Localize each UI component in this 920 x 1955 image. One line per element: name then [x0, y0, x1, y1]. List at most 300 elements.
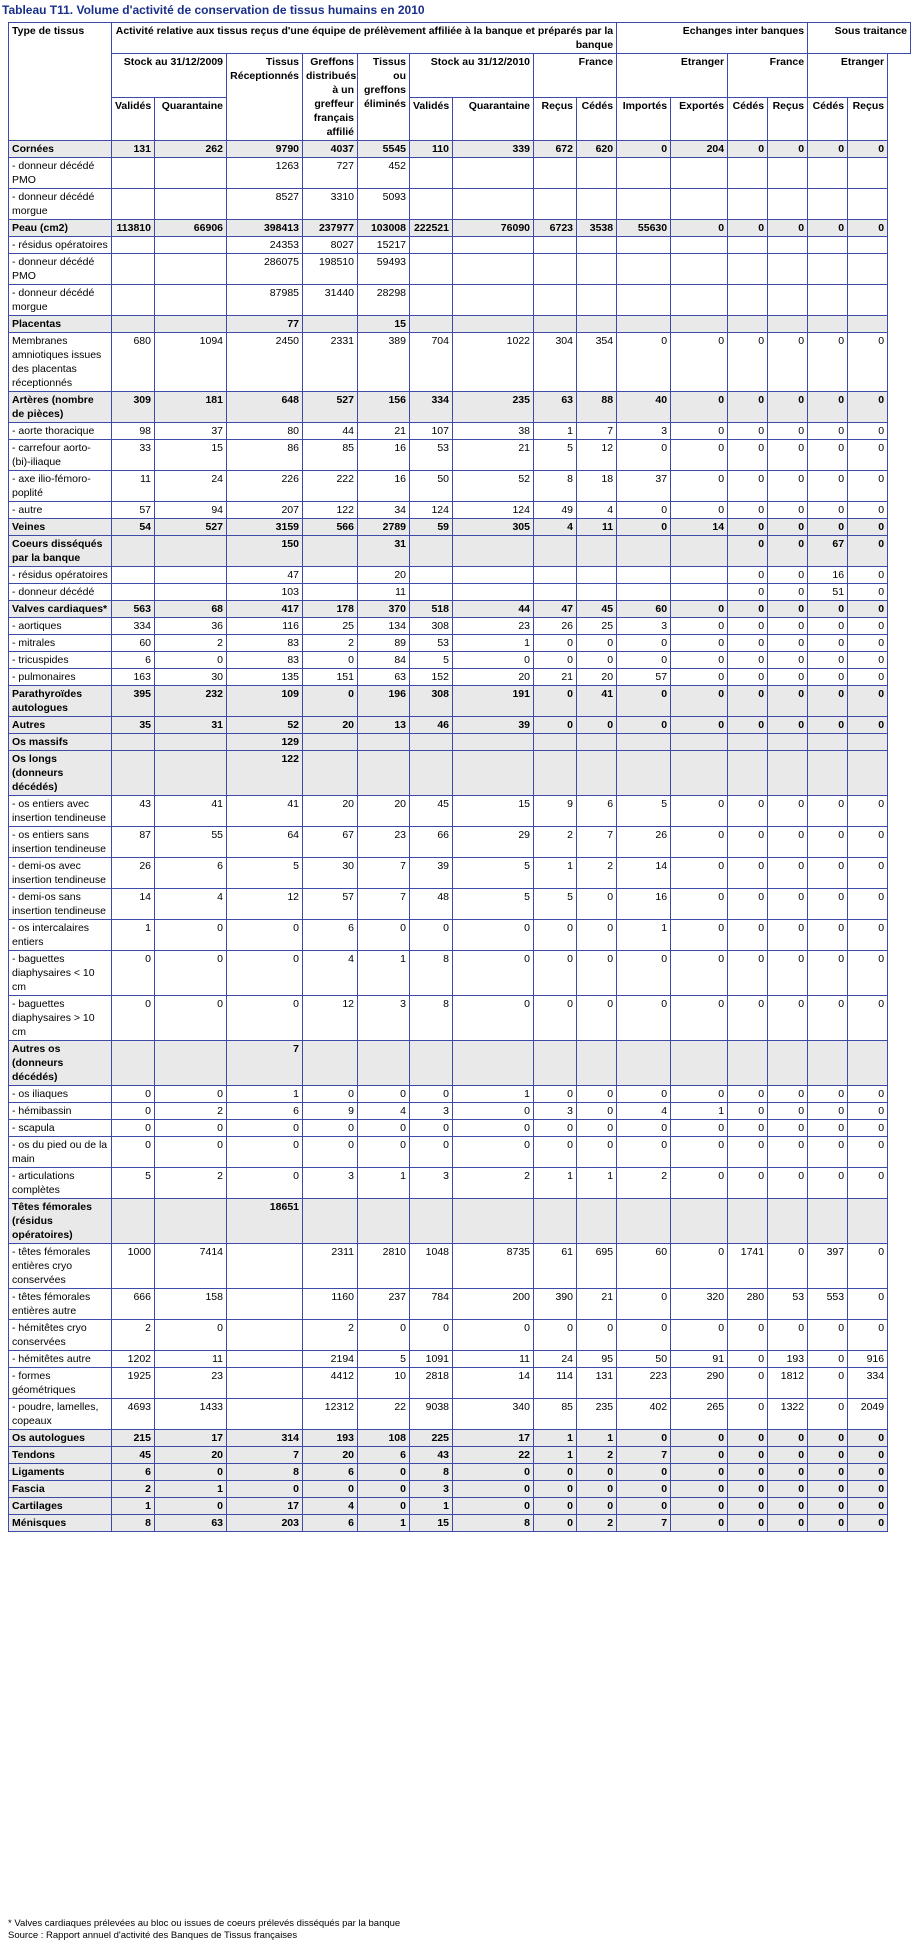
- table-cell: 0: [728, 1351, 768, 1368]
- footnote: * Valves cardiaques prélevées au bloc ou issues de coeurs prélevés disséqués par la banque: [8, 1918, 401, 1929]
- subheader-cell: Importés: [617, 97, 671, 141]
- table-cell: 0: [848, 858, 888, 889]
- table-cell: [534, 734, 577, 751]
- table-row: [9, 1168, 911, 1199]
- table-cell: 0: [808, 827, 848, 858]
- table-cell: 39: [453, 717, 534, 734]
- table-cell: 2450: [227, 333, 303, 392]
- header-row-2: [9, 54, 911, 98]
- table-cell: 0: [848, 1430, 888, 1447]
- table-cell: 0: [358, 1464, 410, 1481]
- table-cell: 0: [534, 635, 577, 652]
- table-cell: 0: [671, 858, 728, 889]
- table-cell: 235: [453, 392, 534, 423]
- table-cell: 0: [848, 796, 888, 827]
- table-cell: 3: [617, 423, 671, 440]
- table-cell: 2331: [303, 333, 358, 392]
- row-label: - demi-os sans insertion tendineuse: [9, 889, 112, 920]
- table-cell: 87985: [227, 285, 303, 316]
- table-cell: 7: [577, 827, 617, 858]
- table-cell: [358, 1041, 410, 1086]
- table-cell: 0: [671, 1168, 728, 1199]
- table-cell: 63: [534, 392, 577, 423]
- table-cell: 3: [534, 1103, 577, 1120]
- row-label: Tendons: [9, 1447, 112, 1464]
- table-cell: 0: [848, 1515, 888, 1532]
- table-cell: 0: [768, 1137, 808, 1168]
- table-cell: 0: [848, 584, 888, 601]
- table-cell: 55: [155, 827, 227, 858]
- table-cell: 4693: [112, 1399, 155, 1430]
- table-cell: 0: [808, 652, 848, 669]
- table-cell: 5: [534, 889, 577, 920]
- table-cell: [453, 584, 534, 601]
- table-cell: 0: [303, 1120, 358, 1137]
- table-cell: 54: [112, 519, 155, 536]
- table-cell: [768, 237, 808, 254]
- table-cell: 0: [728, 652, 768, 669]
- table-cell: 0: [577, 1120, 617, 1137]
- table-cell: 124: [453, 502, 534, 519]
- table-cell: 8: [534, 471, 577, 502]
- table-cell: 0: [617, 502, 671, 519]
- table-cell: 20: [453, 669, 534, 686]
- table-row: [9, 567, 911, 584]
- table-cell: 0: [808, 951, 848, 996]
- table-cell: 0: [534, 1515, 577, 1532]
- table-cell: 1: [410, 1498, 453, 1515]
- table-cell: 4: [155, 889, 227, 920]
- table-cell: 0: [671, 502, 728, 519]
- table-cell: 8: [410, 996, 453, 1041]
- table-cell: [453, 751, 534, 796]
- table-cell: 0: [617, 1086, 671, 1103]
- table-cell: [534, 285, 577, 316]
- table-cell: [453, 237, 534, 254]
- table-cell: 11: [358, 584, 410, 601]
- table-cell: [155, 734, 227, 751]
- table-cell: [728, 285, 768, 316]
- table-cell: 452: [358, 158, 410, 189]
- table-cell: 15: [358, 316, 410, 333]
- table-cell: 308: [410, 618, 453, 635]
- table-cell: 390: [534, 1289, 577, 1320]
- table-cell: 23: [453, 618, 534, 635]
- table-cell: 0: [768, 519, 808, 536]
- table-cell: 7: [577, 423, 617, 440]
- table-cell: 0: [534, 996, 577, 1041]
- header-echanges-etranger: Etranger: [617, 54, 728, 98]
- table-cell: 0: [155, 996, 227, 1041]
- table-cell: 0: [728, 1137, 768, 1168]
- table-cell: [728, 1199, 768, 1244]
- table-cell: [808, 1199, 848, 1244]
- table-cell: 0: [671, 1447, 728, 1464]
- table-cell: 114: [534, 1368, 577, 1399]
- table-cell: [617, 734, 671, 751]
- table-cell: 29: [453, 827, 534, 858]
- table-cell: 4412: [303, 1368, 358, 1399]
- table-cell: 0: [227, 951, 303, 996]
- table-cell: 0: [808, 141, 848, 158]
- table-row: [9, 333, 911, 392]
- table-cell: 0: [768, 1515, 808, 1532]
- table-cell: 0: [671, 652, 728, 669]
- category-row: [9, 751, 911, 796]
- table-cell: 0: [848, 1120, 888, 1137]
- table-cell: 314: [227, 1430, 303, 1447]
- table-cell: 0: [534, 1137, 577, 1168]
- table-cell: 0: [728, 1086, 768, 1103]
- table-cell: 0: [728, 686, 768, 717]
- table-cell: 0: [768, 827, 808, 858]
- header-stock-2009: Stock au 31/12/2009: [112, 54, 227, 98]
- row-label: - donneur décédé: [9, 584, 112, 601]
- table-cell: 0: [728, 584, 768, 601]
- table-cell: 0: [728, 1320, 768, 1351]
- table-cell: 8: [410, 951, 453, 996]
- table-cell: 334: [410, 392, 453, 423]
- row-label: - têtes fémorales entières autre: [9, 1289, 112, 1320]
- table-cell: 17: [155, 1430, 227, 1447]
- table-cell: 0: [671, 889, 728, 920]
- table-row: [9, 285, 911, 316]
- table-cell: 0: [808, 392, 848, 423]
- table-row: [9, 1137, 911, 1168]
- table-cell: 0: [617, 333, 671, 392]
- table-cell: 38: [453, 423, 534, 440]
- table-cell: 76090: [453, 220, 534, 237]
- table-cell: 0: [768, 584, 808, 601]
- table-cell: 0: [728, 1368, 768, 1399]
- table-cell: 397: [808, 1244, 848, 1289]
- table-cell: [112, 1041, 155, 1086]
- table-cell: 0: [848, 220, 888, 237]
- table-cell: 226: [227, 471, 303, 502]
- table-cell: 191: [453, 686, 534, 717]
- table-cell: 178: [303, 601, 358, 618]
- table-cell: 0: [155, 652, 227, 669]
- table-row: [9, 254, 911, 285]
- table-cell: 80: [227, 423, 303, 440]
- table-cell: 0: [848, 1498, 888, 1515]
- table-cell: 103008: [358, 220, 410, 237]
- table-cell: 0: [453, 652, 534, 669]
- table-cell: 0: [453, 951, 534, 996]
- table-cell: 0: [728, 1498, 768, 1515]
- table-cell: 15: [155, 440, 227, 471]
- table-cell: 0: [671, 618, 728, 635]
- table-cell: 4: [358, 1103, 410, 1120]
- header-st-france: France: [728, 54, 808, 98]
- table-cell: 45: [410, 796, 453, 827]
- table-cell: 30: [303, 858, 358, 889]
- category-row: [9, 1481, 911, 1498]
- table-cell: 916: [848, 1351, 888, 1368]
- table-cell: 0: [728, 333, 768, 392]
- table-cell: [155, 189, 227, 220]
- table-cell: [848, 734, 888, 751]
- table-cell: 0: [808, 618, 848, 635]
- table-cell: 0: [848, 519, 888, 536]
- table-cell: [617, 285, 671, 316]
- table-cell: 0: [577, 1498, 617, 1515]
- table-cell: 45: [577, 601, 617, 618]
- table-cell: 37: [617, 471, 671, 502]
- table-cell: 131: [577, 1368, 617, 1399]
- table-cell: 0: [808, 471, 848, 502]
- table-cell: 203: [227, 1515, 303, 1532]
- table-cell: 0: [728, 1515, 768, 1532]
- table-cell: 2: [453, 1168, 534, 1199]
- header-tissus-receptionnes: Tissus Réceptionnés: [227, 54, 303, 141]
- table-cell: 1: [358, 1515, 410, 1532]
- table-cell: 60: [617, 1244, 671, 1289]
- table-cell: [577, 254, 617, 285]
- table-row: [9, 996, 911, 1041]
- table-cell: [617, 751, 671, 796]
- table-cell: 0: [410, 1137, 453, 1168]
- table-cell: 0: [768, 1244, 808, 1289]
- table-cell: [410, 316, 453, 333]
- table-cell: 0: [768, 141, 808, 158]
- table-cell: 0: [671, 423, 728, 440]
- table-cell: 84: [358, 652, 410, 669]
- table-cell: 0: [227, 1481, 303, 1498]
- table-cell: 0: [617, 1289, 671, 1320]
- table-cell: 0: [808, 601, 848, 618]
- table-cell: 0: [617, 440, 671, 471]
- table-cell: 1812: [768, 1368, 808, 1399]
- table-cell: 1322: [768, 1399, 808, 1430]
- table-cell: 0: [112, 1103, 155, 1120]
- table-cell: 0: [848, 1320, 888, 1351]
- table-cell: 30: [155, 669, 227, 686]
- table-cell: [155, 567, 227, 584]
- table-cell: 0: [728, 717, 768, 734]
- table-cell: 52: [453, 471, 534, 502]
- table-cell: 0: [728, 536, 768, 567]
- table-cell: 14: [112, 889, 155, 920]
- table-cell: [808, 1041, 848, 1086]
- table-cell: [227, 1368, 303, 1399]
- table-cell: 37: [155, 423, 227, 440]
- table-cell: 0: [155, 1498, 227, 1515]
- table-cell: 59493: [358, 254, 410, 285]
- table-cell: 22: [453, 1447, 534, 1464]
- table-cell: [410, 158, 453, 189]
- table-cell: 1: [617, 920, 671, 951]
- table-cell: [848, 254, 888, 285]
- table-cell: 0: [808, 669, 848, 686]
- table-cell: 9790: [227, 141, 303, 158]
- table-cell: 0: [577, 1137, 617, 1168]
- table-cell: 89: [358, 635, 410, 652]
- table-cell: 1433: [155, 1399, 227, 1430]
- table-cell: 86: [227, 440, 303, 471]
- table-cell: 0: [577, 920, 617, 951]
- table-cell: 7: [358, 858, 410, 889]
- table-cell: 31: [155, 717, 227, 734]
- table-cell: 50: [410, 471, 453, 502]
- table-cell: [453, 189, 534, 220]
- row-label: - résidus opératoires: [9, 237, 112, 254]
- table-cell: 40: [617, 392, 671, 423]
- table-cell: 0: [768, 796, 808, 827]
- category-row: [9, 220, 911, 237]
- table-cell: 2: [577, 858, 617, 889]
- table-cell: 41: [227, 796, 303, 827]
- table-row: [9, 1399, 911, 1430]
- table-cell: 237977: [303, 220, 358, 237]
- table-cell: 91: [671, 1351, 728, 1368]
- table-cell: 2810: [358, 1244, 410, 1289]
- table-cell: 0: [671, 1120, 728, 1137]
- table-cell: [112, 189, 155, 220]
- table-cell: 0: [453, 1464, 534, 1481]
- table-cell: 25: [303, 618, 358, 635]
- table-row: [9, 158, 911, 189]
- table-cell: 14: [453, 1368, 534, 1399]
- table-cell: 0: [768, 1498, 808, 1515]
- table-cell: 0: [358, 1086, 410, 1103]
- row-label: - baguettes diaphysaires < 10 cm: [9, 951, 112, 996]
- row-label: Valves cardiaques*: [9, 601, 112, 618]
- table-cell: 8027: [303, 237, 358, 254]
- row-label: - donneur décédé morgue: [9, 189, 112, 220]
- table-cell: [303, 1199, 358, 1244]
- table-cell: 0: [671, 996, 728, 1041]
- table-cell: 304: [534, 333, 577, 392]
- table-row: [9, 237, 911, 254]
- table-cell: [358, 1199, 410, 1244]
- table-cell: 290: [671, 1368, 728, 1399]
- table-cell: 0: [358, 1320, 410, 1351]
- table-cell: 5: [227, 858, 303, 889]
- table-cell: 0: [848, 669, 888, 686]
- table-cell: 14: [617, 858, 671, 889]
- row-label: - os entiers sans insertion tendineuse: [9, 827, 112, 858]
- table-cell: 109: [227, 686, 303, 717]
- table-cell: [303, 536, 358, 567]
- table-cell: 0: [577, 1103, 617, 1120]
- table-cell: [848, 189, 888, 220]
- table-cell: 0: [728, 1430, 768, 1447]
- table-cell: 0: [358, 1481, 410, 1498]
- table-cell: 5545: [358, 141, 410, 158]
- table-cell: [768, 285, 808, 316]
- category-row: [9, 141, 911, 158]
- table-cell: 11: [112, 471, 155, 502]
- table-cell: 11: [453, 1351, 534, 1368]
- table-cell: [410, 734, 453, 751]
- table-cell: 2: [577, 1447, 617, 1464]
- table-cell: 0: [848, 333, 888, 392]
- table-row: [9, 652, 911, 669]
- table-cell: [155, 584, 227, 601]
- table-cell: [848, 158, 888, 189]
- table-cell: 0: [577, 951, 617, 996]
- table-cell: 0: [671, 220, 728, 237]
- table-cell: 1925: [112, 1368, 155, 1399]
- table-cell: 0: [617, 1320, 671, 1351]
- table-cell: 0: [808, 1464, 848, 1481]
- table-cell: 0: [155, 1120, 227, 1137]
- table-cell: 0: [848, 1464, 888, 1481]
- row-label: Membranes amniotiques issues des placentas réceptionnés: [9, 333, 112, 392]
- row-label: Cartilages: [9, 1498, 112, 1515]
- table-cell: 3: [358, 996, 410, 1041]
- table-cell: 0: [671, 471, 728, 502]
- table-cell: [671, 189, 728, 220]
- table-cell: 695: [577, 1244, 617, 1289]
- table-cell: 60: [112, 635, 155, 652]
- table-cell: 2: [155, 1168, 227, 1199]
- table-cell: 0: [617, 1498, 671, 1515]
- table-cell: 0: [728, 392, 768, 423]
- table-row: [9, 471, 911, 502]
- table-cell: 1: [671, 1103, 728, 1120]
- table-cell: [227, 1351, 303, 1368]
- table-cell: 0: [227, 1168, 303, 1199]
- table-cell: [768, 189, 808, 220]
- table-cell: 1: [453, 1086, 534, 1103]
- table-cell: 0: [768, 669, 808, 686]
- table-cell: 0: [848, 567, 888, 584]
- category-row: [9, 519, 911, 536]
- table-cell: [617, 254, 671, 285]
- table-cell: 98: [112, 423, 155, 440]
- table-cell: 129: [227, 734, 303, 751]
- table-cell: [410, 237, 453, 254]
- table-cell: 0: [848, 652, 888, 669]
- row-label: Parathyroïdes autologues: [9, 686, 112, 717]
- table-cell: [112, 536, 155, 567]
- table-cell: 20: [358, 796, 410, 827]
- table-cell: 1: [453, 635, 534, 652]
- table-cell: 36: [155, 618, 227, 635]
- table-cell: [453, 316, 534, 333]
- table-cell: 0: [848, 440, 888, 471]
- table-cell: 24353: [227, 237, 303, 254]
- table-cell: 26: [617, 827, 671, 858]
- table-cell: 0: [728, 567, 768, 584]
- row-label: - hémitêtes autre: [9, 1351, 112, 1368]
- subheader-cell: Quarantaine: [453, 97, 534, 141]
- table-cell: 44: [453, 601, 534, 618]
- table-cell: 67: [303, 827, 358, 858]
- table-cell: 0: [808, 1320, 848, 1351]
- table-cell: 0: [671, 1481, 728, 1498]
- table-cell: 0: [808, 796, 848, 827]
- table-cell: 63: [155, 1515, 227, 1532]
- table-cell: 15: [410, 1515, 453, 1532]
- table-cell: 1: [534, 1430, 577, 1447]
- table-cell: [728, 237, 768, 254]
- table-cell: 286075: [227, 254, 303, 285]
- row-label: - carrefour aorto-(bi)-iliaque: [9, 440, 112, 471]
- table-cell: 0: [768, 618, 808, 635]
- table-cell: 77: [227, 316, 303, 333]
- table-cell: 17: [453, 1430, 534, 1447]
- table-cell: 41: [155, 796, 227, 827]
- row-label: - pulmonaires: [9, 669, 112, 686]
- table-cell: [112, 158, 155, 189]
- subheader-cell: Cédés: [577, 97, 617, 141]
- table-cell: 59: [410, 519, 453, 536]
- table-cell: 0: [848, 1137, 888, 1168]
- table-cell: [768, 734, 808, 751]
